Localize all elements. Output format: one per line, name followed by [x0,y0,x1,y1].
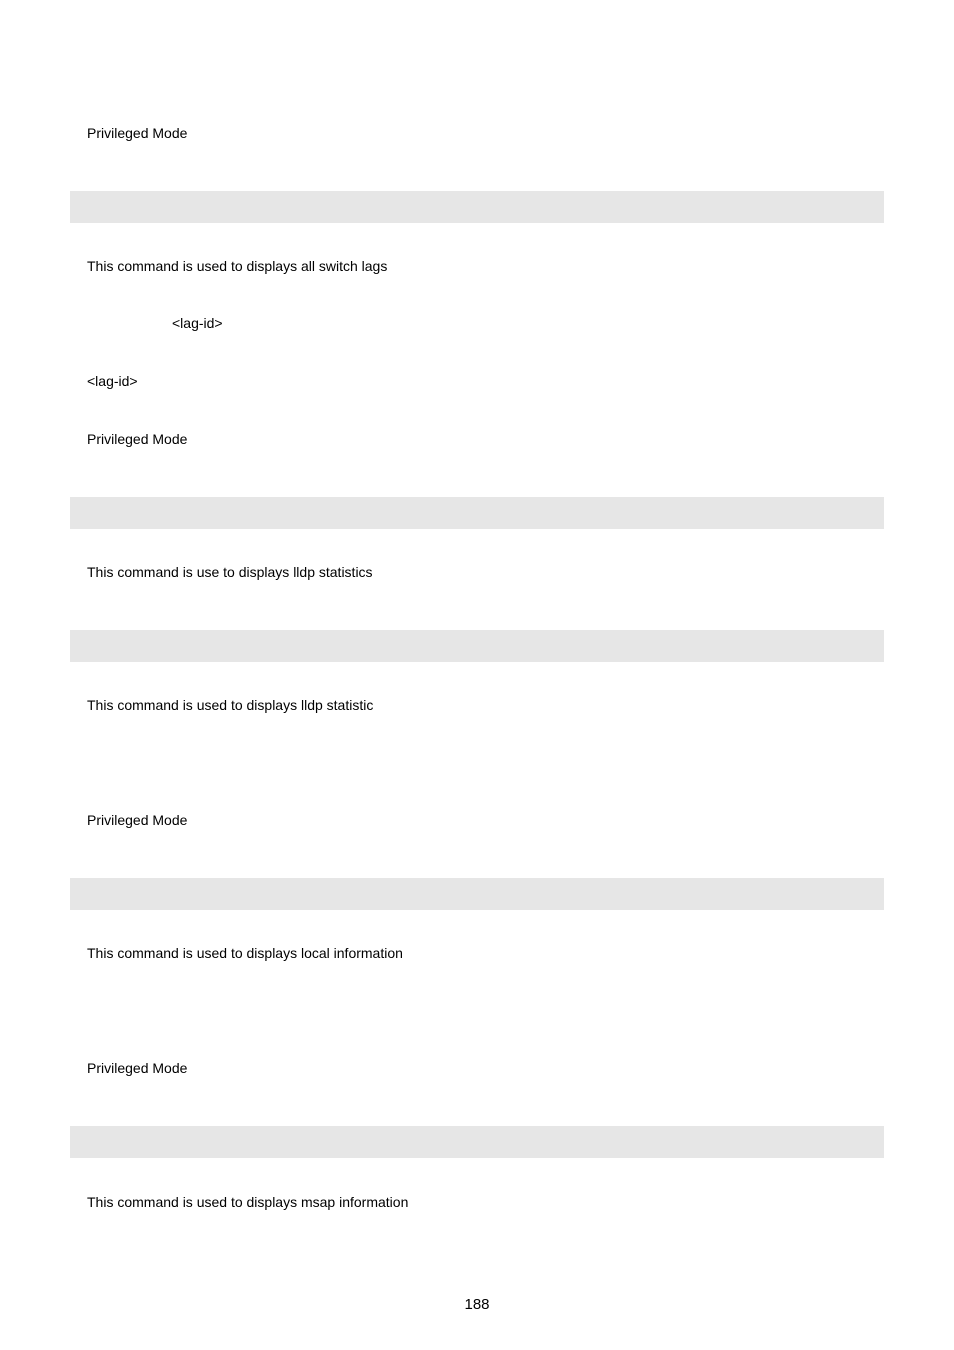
parameter-name: <lag-id> [87,373,138,389]
section-header-bar [70,497,884,529]
command-mode-text: Privileged Mode [87,125,188,141]
command-mode-text: Privileged Mode [87,1060,188,1076]
section-header-bar [70,191,884,223]
command-mode-text: Privileged Mode [87,431,188,447]
page-number: 188 [464,1296,490,1313]
section-header-bar [70,630,884,662]
section-header-bar [70,1126,884,1158]
command-mode-text: Privileged Mode [87,812,188,828]
section-header-bar [70,878,884,910]
command-description: This command is used to displays local information [87,945,403,961]
command-description: This command is used to displays lldp statistic [87,697,374,713]
command-description: This command is used to displays msap information [87,1194,409,1210]
command-description: This command is use to displays lldp statistics [87,564,373,580]
syntax-parameter: <lag-id> [172,315,223,331]
command-description: This command is used to displays all switch lags [87,258,388,274]
